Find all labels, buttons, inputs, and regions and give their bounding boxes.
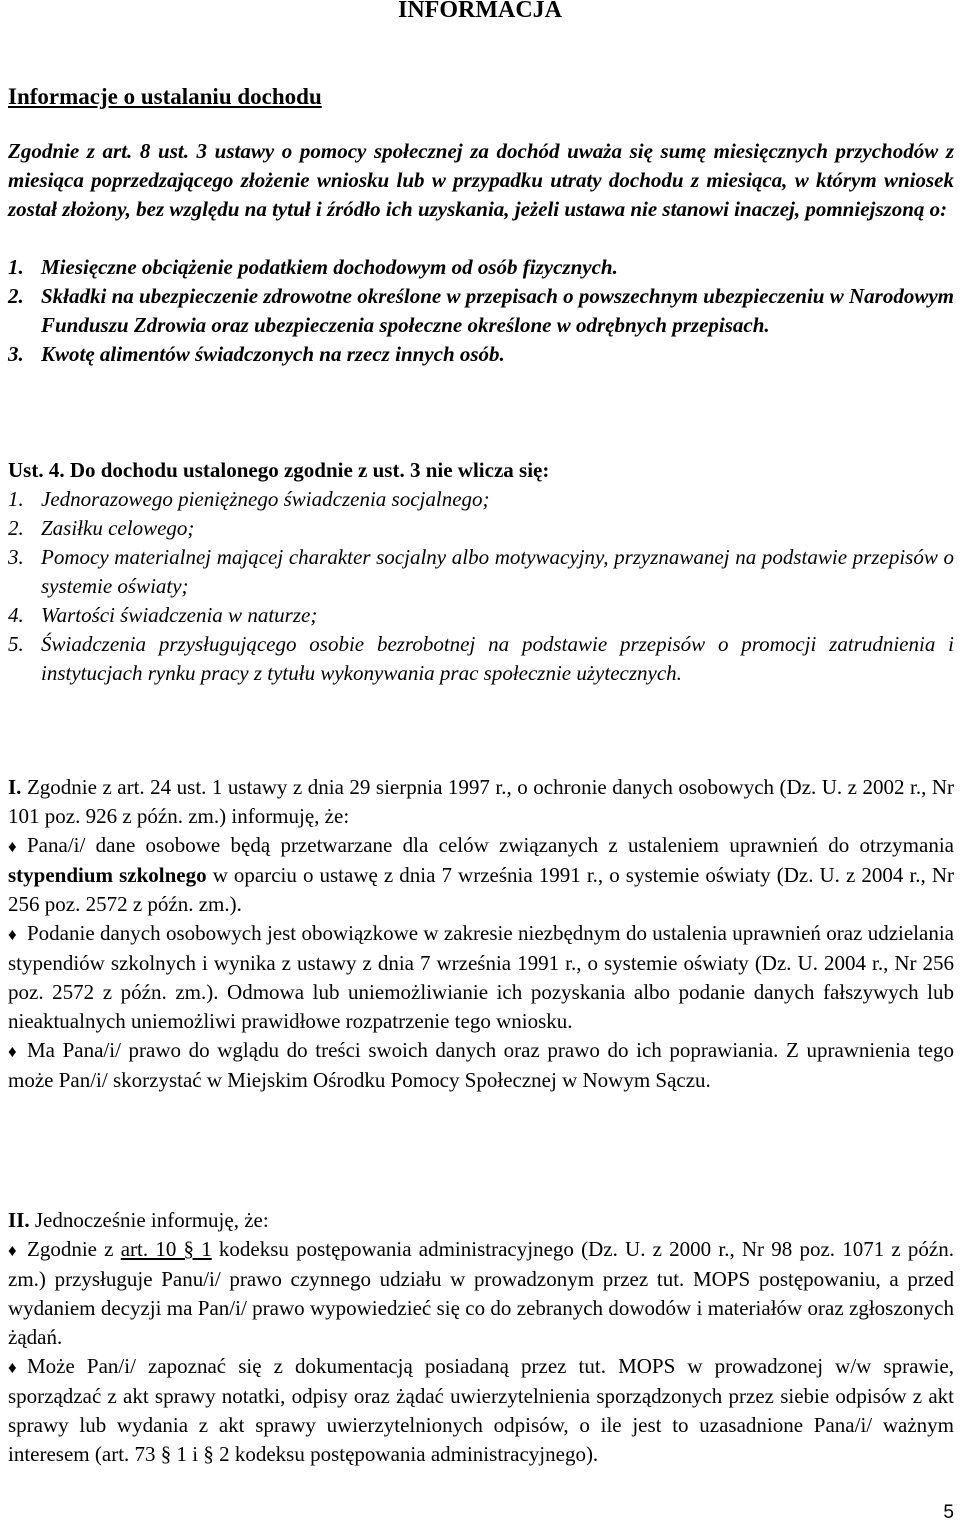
item-text: Wartości świadczenia w naturze; [41, 603, 318, 627]
item-number: 1. [8, 255, 24, 279]
diamond-bullet-icon: ♦ [8, 1241, 17, 1260]
bullet-text: Pana/i/ dane osobowe będą przetwarzane dla celów związanych z ustaleniem uprawnień do otrzymania [27, 833, 954, 857]
article-reference: art. 10 § 1 [120, 1237, 212, 1261]
bullet-paragraph [8, 1036, 954, 1095]
list-item [8, 340, 954, 369]
item-text: Świadczenia przysługującego osobie bezrobotnej na podstawie przepisów o promocji zatrudnienia i instytucjach rynku pracy z tytułu wykonywania prac społecznie użytecznych. [41, 632, 954, 685]
ust4-heading: Ust. 4. Do dochodu ustalonego zgodnie z ust. 3 nie wlicza się: [8, 458, 550, 482]
diamond-bullet-icon: ♦ [8, 1042, 17, 1061]
item-number: 4. [8, 603, 24, 627]
item-number: 3. [8, 342, 24, 366]
list-item [8, 282, 954, 340]
deductions-list [8, 253, 954, 369]
item-text: Składki na ubezpieczenie zdrowotne określone w przepisach o powszechnym ubezpieczeniu w Narodowym Funduszu Zdrowia oraz ubezpieczenia społeczne określone w odrębnych przepisach. [41, 284, 954, 337]
section-1-bullets [8, 831, 954, 1095]
item-text: Jednorazowego pieniężnego świadczenia socjalnego; [41, 487, 490, 511]
bullet-text: kodeksu postępowania administracyjnego (Dz. U. z 2000 r., Nr 98 poz. 1071 z późn. zm.) przysługuje Panu/i/ prawo czynnego udziału w prowadzonym przez tut. MOPS postępowaniu, a przed wydaniem decyzji ma Pan/i/ prawo wypowiedzieć się co do zebranych dowodów i materiałów oraz zgłoszonych żądań. [8, 1237, 955, 1349]
item-text: Kwotę alimentów świadczonych na rzecz innych osób. [41, 342, 505, 366]
bullet-text: Ma Pana/i/ prawo do wglądu do treści swoich danych oraz prawo do ich poprawiania. Z uprawnienia tego może Pan/i/ skorzystać w Miejskim Ośrodku Pomocy Społecznej w Nowym Sączu. [8, 1038, 954, 1092]
section-2-intro-text: Jednocześnie informuję, że: [34, 1208, 269, 1232]
bullet-text: Może Pan/i/ zapoznać się z dokumentacją posiadaną przez tut. MOPS w prowadzonej w/w sprawie, sporządzać z akt sprawy notatki, odpisy oraz żądać uwierzytelnienia sporządzonych przez siebie odpisów z akt sprawy lub wydania z akt sprawy uwierzytelnionych odpisów, o ile jest to uzasadnione Pana/i/ ważnym interesem (art. 73 § 1 i § 2 kodeksu postępowania administracyjnego). [8, 1354, 954, 1466]
section-2-label: II. [8, 1208, 30, 1232]
page-number: 5 [943, 1502, 954, 1523]
item-number: 2. [8, 284, 24, 308]
section-1-intro [8, 773, 954, 831]
item-number: 1. [8, 487, 24, 511]
diamond-bullet-icon: ♦ [8, 925, 17, 944]
item-text: Pomocy materialnej mającej charakter socjalny albo motywacyjny, przyznawanej na podstawie przepisów o systemie oświaty; [41, 545, 954, 598]
bullet-bold-text: stypendium szkolnego [8, 863, 207, 887]
list-item [8, 514, 954, 543]
bullet-paragraph [8, 1235, 954, 1352]
section-2-intro [8, 1206, 954, 1235]
bullet-text: Podanie danych osobowych jest obowiązkowe w zakresie niezbędnym do ustalenia uprawnień oraz udzielania stypendiów szkolnych i wynika z ustawy z dnia 7 września 1991 r., o systemie oświaty (Dz. U. 2004 r., Nr 256 poz. 2572 z późn. zm.). Odmowa lub uniemożliwianie ich pozyskania albo podanie danych fałszywych lub nieaktualnych uniemożliwi prawidłowe rozpatrzenie tego wniosku. [8, 921, 954, 1033]
bullet-paragraph [8, 919, 954, 1036]
list-item [8, 485, 954, 514]
section-heading: Informacje o ustalaniu dochodu [8, 84, 322, 109]
income-intro [8, 137, 954, 224]
item-number: 3. [8, 545, 24, 569]
section-2-bullets [8, 1235, 954, 1469]
section-1-intro-text: Zgodnie z art. 24 ust. 1 ustawy z dnia 29 sierpnia 1997 r., o ochronie danych osobowych (Dz. U. z 2002 r., Nr 101 poz. 926 z późn. zm.) informuję, że: [8, 775, 955, 828]
diamond-bullet-icon: ♦ [8, 837, 17, 856]
item-text: Miesięczne obciążenie podatkiem dochodowym od osób fizycznych. [41, 255, 618, 279]
item-number: 2. [8, 516, 24, 540]
list-item [8, 601, 954, 630]
item-number: 5. [8, 632, 24, 656]
page-title: INFORMACJA [398, 0, 562, 23]
list-item [8, 253, 954, 282]
item-text: Zasiłku celowego; [41, 516, 195, 540]
diamond-bullet-icon: ♦ [8, 1358, 17, 1377]
bullet-paragraph [8, 1352, 954, 1469]
section-1-label: I. [8, 775, 22, 799]
list-item [8, 543, 954, 601]
income-intro-text: Zgodnie z art. 8 ust. 3 ustawy o pomocy społecznej za dochód uważa się sumę miesięcznych przychodów z miesiąca poprzedzającego złożenie wniosku lub w przypadku utraty dochodu z miesiąca, w którym wniosek został złożony, bez względu na tytuł i źródło ich uzyskania, jeżeli ustawa nie stanowi inaczej, pomniejszoną o: [8, 139, 954, 221]
exclusions-list [8, 485, 954, 688]
bullet-text: Zgodnie z [27, 1237, 114, 1261]
bullet-paragraph [8, 831, 954, 919]
list-item [8, 630, 954, 688]
bullet-text: w oparciu o ustawę z dnia 7 września 1991 r., o systemie oświaty (Dz. U. z 2004 r., Nr 256 poz. 2572 z późn. zm.). [8, 863, 955, 916]
